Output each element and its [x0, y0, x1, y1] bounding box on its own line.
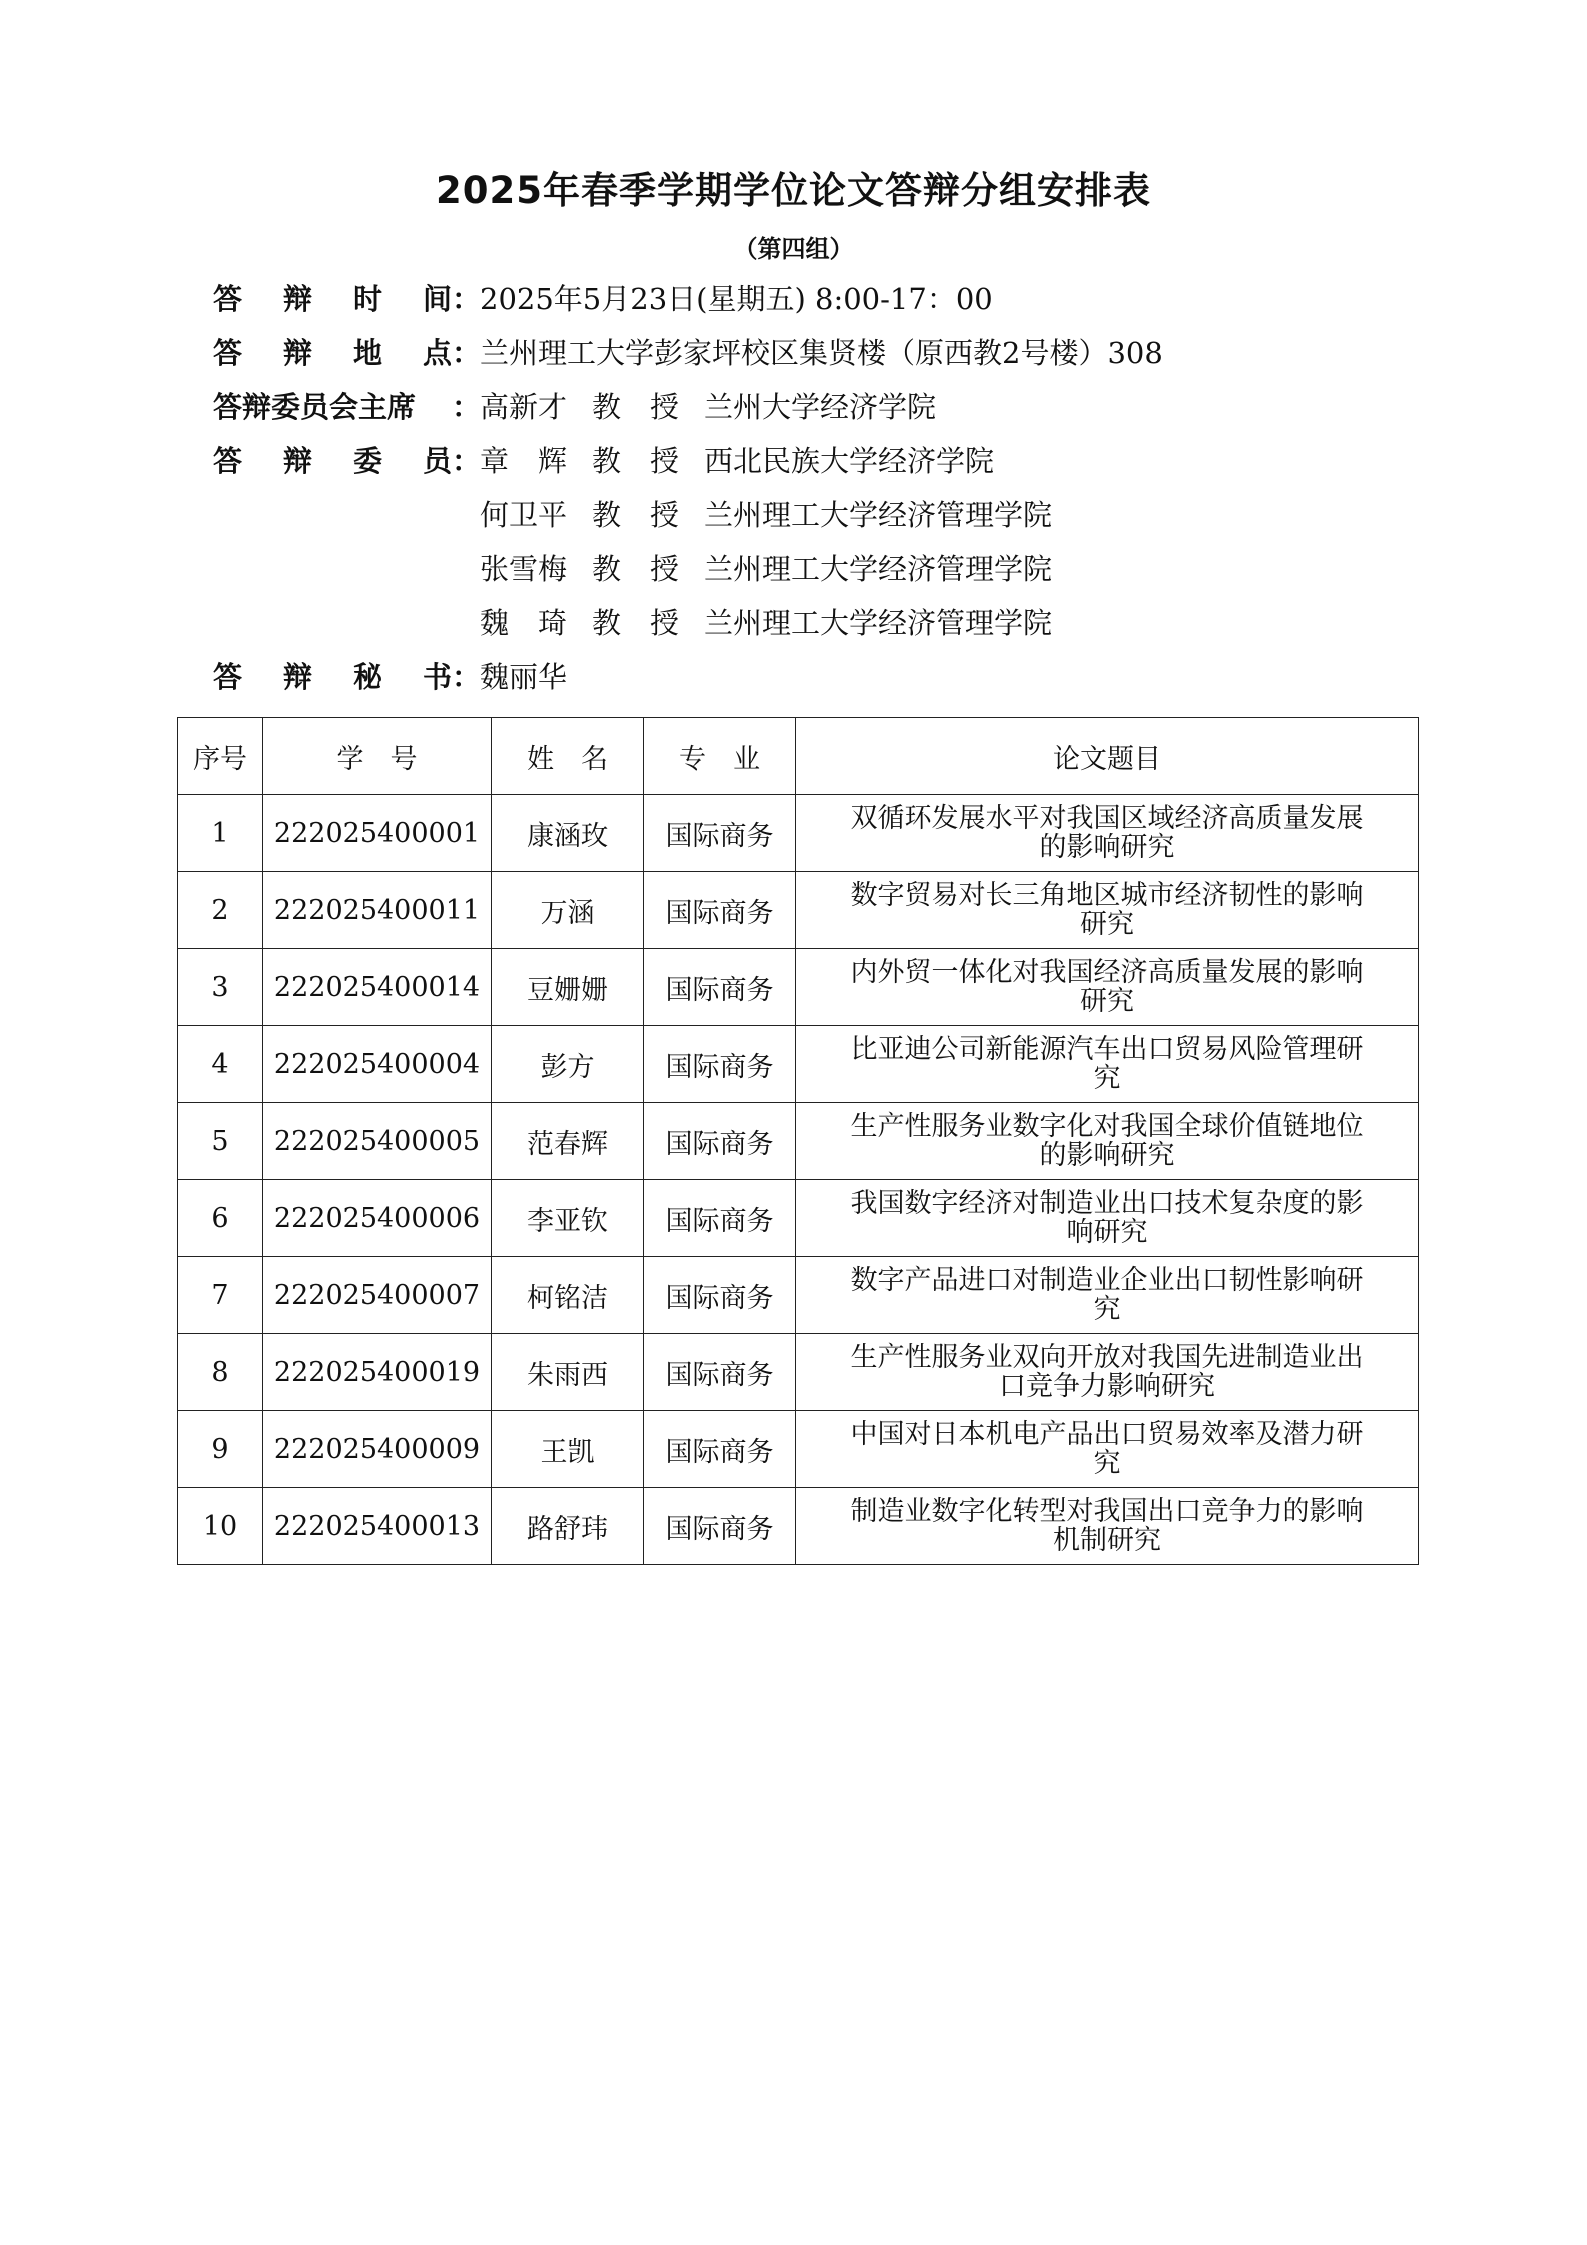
cell-thesis-title — [796, 795, 1419, 872]
cell-index: 10 — [178, 1488, 263, 1565]
committee-member — [468, 434, 994, 488]
header-name: 姓 名 — [492, 718, 644, 795]
member-title: 教 授 — [592, 552, 680, 586]
thesis-title-line: 响研究 — [1066, 1217, 1148, 1248]
thesis-title-line: 生产性服务业双向开放对我国先进制造业出 — [850, 1342, 1364, 1373]
header-index: 序号 — [178, 718, 263, 795]
thesis-title-line: 研究 — [1080, 909, 1134, 940]
info-row-committee-2 — [213, 488, 1413, 542]
secretary-label: 答 辩 秘 书 ： — [213, 660, 482, 694]
cell-index: 8 — [178, 1334, 263, 1411]
table-row — [178, 949, 1419, 1026]
cell-name: 彭方 — [492, 1026, 644, 1103]
committee-member — [468, 542, 1052, 596]
cell-thesis-title — [796, 1488, 1419, 1565]
location-label: 答 辩 地 点 ： — [213, 336, 482, 370]
info-row-committee-3 — [213, 542, 1413, 596]
committee-member — [468, 596, 1052, 650]
table-row — [178, 1026, 1419, 1103]
secretary-value: 魏丽华 — [480, 660, 568, 694]
cell-thesis-title — [796, 1257, 1419, 1334]
cell-thesis-title — [796, 1103, 1419, 1180]
table-row — [178, 1103, 1419, 1180]
table-row — [178, 1488, 1419, 1565]
thesis-title-line: 机制研究 — [1053, 1525, 1161, 1556]
member-org: 兰州理工大学经济管理学院 — [704, 498, 1053, 532]
committee-member — [468, 488, 1052, 542]
table-row — [178, 872, 1419, 949]
cell-thesis-title — [796, 1180, 1419, 1257]
cell-index: 5 — [178, 1103, 263, 1180]
thesis-title-line: 比亚迪公司新能源汽车出口贸易风险管理研 — [850, 1034, 1364, 1065]
cell-name: 王凯 — [492, 1411, 644, 1488]
cell-name: 朱雨西 — [492, 1334, 644, 1411]
thesis-title-line: 究 — [1093, 1294, 1121, 1325]
info-row-location — [213, 326, 1413, 380]
header-thesis-title: 论文题目 — [796, 718, 1419, 795]
member-name: 魏 琦 — [480, 606, 568, 640]
info-row-secretary — [213, 650, 1413, 704]
cell-major: 国际商务 — [644, 1488, 796, 1565]
thesis-title-line: 数字贸易对长三角地区城市经济韧性的影响 — [850, 880, 1364, 911]
chair-org: 兰州大学经济学院 — [704, 390, 937, 424]
member-name: 张雪梅 — [480, 552, 568, 586]
thesis-title-line: 究 — [1093, 1063, 1121, 1094]
cell-name: 路舒玮 — [492, 1488, 644, 1565]
cell-major: 国际商务 — [644, 872, 796, 949]
table-row — [178, 1257, 1419, 1334]
thesis-title-line: 制造业数字化转型对我国出口竞争力的影响 — [850, 1496, 1364, 1527]
cell-major: 国际商务 — [644, 1257, 796, 1334]
cell-major: 国际商务 — [644, 1180, 796, 1257]
cell-thesis-title — [796, 1026, 1419, 1103]
page-title: 2025年春季学期学位论文答辩分组安排表 — [436, 169, 1151, 212]
cell-index: 9 — [178, 1411, 263, 1488]
cell-student-id: 222025400019 — [263, 1334, 492, 1411]
cell-index: 2 — [178, 872, 263, 949]
info-row-time — [213, 272, 1413, 326]
cell-student-id: 222025400013 — [263, 1488, 492, 1565]
member-name: 章 辉 — [480, 444, 568, 478]
cell-major: 国际商务 — [644, 1026, 796, 1103]
member-title: 教 授 — [592, 498, 680, 532]
cell-student-id: 222025400004 — [263, 1026, 492, 1103]
table-body — [178, 795, 1419, 1565]
thesis-title-line: 究 — [1093, 1448, 1121, 1479]
member-title: 教 授 — [592, 606, 680, 640]
thesis-title-line: 双循环发展水平对我国区域经济高质量发展 — [850, 803, 1364, 834]
cell-major: 国际商务 — [644, 795, 796, 872]
cell-index: 7 — [178, 1257, 263, 1334]
cell-major: 国际商务 — [644, 1411, 796, 1488]
cell-index: 1 — [178, 795, 263, 872]
member-org: 兰州理工大学经济管理学院 — [704, 606, 1053, 640]
table-row — [178, 795, 1419, 872]
cell-major: 国际商务 — [644, 949, 796, 1026]
cell-name: 豆姗姗 — [492, 949, 644, 1026]
member-org: 兰州理工大学经济管理学院 — [704, 552, 1053, 586]
cell-name: 范春辉 — [492, 1103, 644, 1180]
time-value: 2025年5月23日(星期五) 8:00-17：00 — [480, 282, 993, 316]
cell-name: 李亚钦 — [492, 1180, 644, 1257]
cell-name: 万涵 — [492, 872, 644, 949]
defense-schedule-table — [177, 717, 1419, 1565]
table-header-row — [178, 718, 1419, 795]
cell-major: 国际商务 — [644, 1103, 796, 1180]
cell-name: 康涵玫 — [492, 795, 644, 872]
info-row-committee — [213, 434, 1413, 488]
cell-index: 4 — [178, 1026, 263, 1103]
thesis-title-line: 我国数字经济对制造业出口技术复杂度的影 — [850, 1188, 1364, 1219]
info-row-chair — [213, 380, 1413, 434]
chair-name: 高新才 — [480, 390, 568, 424]
thesis-title-line: 的影响研究 — [1039, 832, 1175, 863]
cell-thesis-title — [796, 1334, 1419, 1411]
chair-label: 答辩委员会主席 ： — [213, 390, 482, 424]
cell-student-id: 222025400011 — [263, 872, 492, 949]
member-title: 教 授 — [592, 444, 680, 478]
location-value: 兰州理工大学彭家坪校区集贤楼（原西教2号楼）308 — [480, 336, 1163, 370]
thesis-title-line: 内外贸一体化对我国经济高质量发展的影响 — [850, 957, 1364, 988]
cell-thesis-title — [796, 949, 1419, 1026]
time-label: 答 辩 时 间 ： — [213, 282, 482, 316]
thesis-title-line: 生产性服务业数字化对我国全球价值链地位 — [850, 1111, 1364, 1142]
member-org: 西北民族大学经济学院 — [704, 444, 995, 478]
group-subtitle: （第四组） — [733, 235, 854, 263]
cell-index: 6 — [178, 1180, 263, 1257]
committee-label: 答 辩 委 员 ： — [213, 444, 482, 478]
cell-major: 国际商务 — [644, 1334, 796, 1411]
thesis-title-line: 研究 — [1080, 986, 1134, 1017]
thesis-title-line: 数字产品进口对制造业企业出口韧性影响研 — [850, 1265, 1364, 1296]
thesis-title-line: 中国对日本机电产品出口贸易效率及潜力研 — [850, 1419, 1364, 1450]
cell-student-id: 222025400006 — [263, 1180, 492, 1257]
table-row — [178, 1411, 1419, 1488]
cell-student-id: 222025400014 — [263, 949, 492, 1026]
thesis-title-line: 的影响研究 — [1039, 1140, 1175, 1171]
defense-info — [213, 272, 1413, 704]
header-major: 专 业 — [644, 718, 796, 795]
member-name: 何卫平 — [480, 498, 568, 532]
cell-thesis-title — [796, 1411, 1419, 1488]
header-student-id: 学 号 — [263, 718, 492, 795]
cell-student-id: 222025400009 — [263, 1411, 492, 1488]
chair-value — [468, 380, 936, 434]
cell-index: 3 — [178, 949, 263, 1026]
chair-title: 教 授 — [592, 390, 680, 424]
cell-student-id: 222025400007 — [263, 1257, 492, 1334]
cell-name: 柯铭洁 — [492, 1257, 644, 1334]
thesis-title-line: 口竞争力影响研究 — [999, 1371, 1215, 1402]
cell-student-id: 222025400001 — [263, 795, 492, 872]
info-row-committee-4 — [213, 596, 1413, 650]
table-row — [178, 1334, 1419, 1411]
cell-thesis-title — [796, 872, 1419, 949]
cell-student-id: 222025400005 — [263, 1103, 492, 1180]
table-row — [178, 1180, 1419, 1257]
